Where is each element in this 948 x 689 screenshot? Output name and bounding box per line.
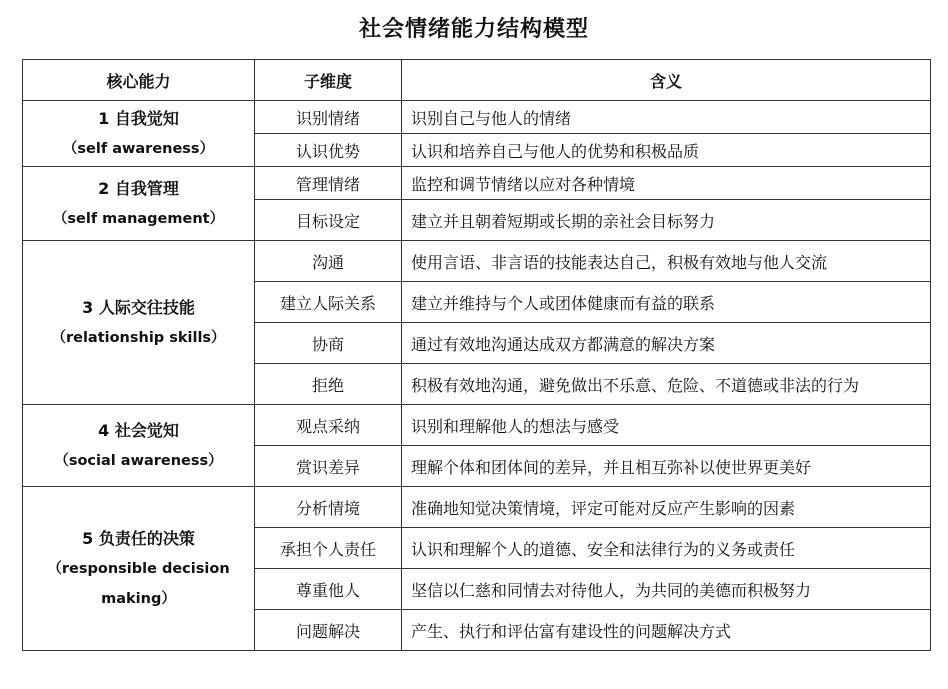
meaning: 建立并维持与个人或团体健康而有益的联系 — [402, 282, 931, 323]
core-name-cn: 2 自我管理 — [98, 178, 179, 198]
meaning: 理解个体和团体间的差异，并且相互弥补以使世界更美好 — [402, 446, 931, 487]
core-name-en: （responsible decision — [47, 560, 230, 577]
sub-dimension: 问题解决 — [255, 610, 402, 651]
sub-dimension: 尊重他人 — [255, 569, 402, 610]
core-name-en: （social awareness） — [54, 452, 223, 469]
core-name-cn: 4 社会觉知 — [98, 420, 179, 440]
sub-dimension: 协商 — [255, 323, 402, 364]
table-row — [23, 167, 931, 200]
meaning: 积极有效地沟通，避免做出不乐意、危险、不道德或非法的行为 — [402, 364, 931, 405]
sub-dimension: 管理情绪 — [255, 167, 402, 200]
sub-dimension: 沟通 — [255, 241, 402, 282]
meaning: 产生、执行和评估富有建设性的问题解决方式 — [402, 610, 931, 651]
table-row — [23, 405, 931, 446]
sub-dimension: 赏识差异 — [255, 446, 402, 487]
sub-dimension: 认识优势 — [255, 134, 402, 167]
meaning: 通过有效地沟通达成双方都满意的解决方案 — [402, 323, 931, 364]
table-row — [23, 487, 931, 528]
core-name-cn: 3 人际交往技能 — [82, 297, 195, 317]
meaning: 监控和调节情绪以应对各种情境 — [402, 167, 931, 200]
sub-dimension: 观点采纳 — [255, 405, 402, 446]
core-name-cn: 5 负责任的决策 — [82, 528, 195, 548]
meaning: 认识和培养自己与他人的优势和积极品质 — [402, 134, 931, 167]
meaning: 使用言语、非言语的技能表达自己，积极有效地与他人交流 — [402, 241, 931, 282]
sub-dimension: 建立人际关系 — [255, 282, 402, 323]
sub-dimension: 拒绝 — [255, 364, 402, 405]
core-name-en: （self awareness） — [62, 140, 215, 157]
sub-dimension: 目标设定 — [255, 200, 402, 241]
core-competency-4 — [23, 405, 255, 487]
core-name-en: （relationship skills） — [51, 329, 226, 346]
meaning: 识别自己与他人的情绪 — [402, 101, 931, 134]
table-row — [23, 101, 931, 134]
core-competency-1 — [23, 101, 255, 167]
sub-dimension: 承担个人责任 — [255, 528, 402, 569]
table-header-row — [23, 60, 931, 101]
core-competency-5 — [23, 487, 255, 651]
sub-dimension: 分析情境 — [255, 487, 402, 528]
core-competency-2 — [23, 167, 255, 241]
page-title: 社会情绪能力结构模型 — [358, 17, 589, 42]
meaning: 准确地知觉决策情境，评定可能对反应产生影响的因素 — [402, 487, 931, 528]
core-name-en-line2: making） — [101, 590, 176, 607]
meaning: 坚信以仁慈和同情去对待他人，为共同的美德而积极努力 — [402, 569, 931, 610]
meaning: 识别和理解他人的想法与感受 — [402, 405, 931, 446]
sub-dimension: 识别情绪 — [255, 101, 402, 134]
meaning: 认识和理解个人的道德、安全和法律行为的义务或责任 — [402, 528, 931, 569]
core-name-en: （self management） — [52, 210, 225, 227]
competency-table — [22, 59, 931, 651]
meaning: 建立并且朝着短期或长期的亲社会目标努力 — [402, 200, 931, 241]
header-core: 核心能力 — [23, 60, 255, 101]
table-row — [23, 241, 931, 282]
core-name-cn: 1 自我觉知 — [98, 108, 179, 128]
header-sub: 子维度 — [255, 60, 402, 101]
core-competency-3 — [23, 241, 255, 405]
header-meaning: 含义 — [402, 60, 931, 101]
